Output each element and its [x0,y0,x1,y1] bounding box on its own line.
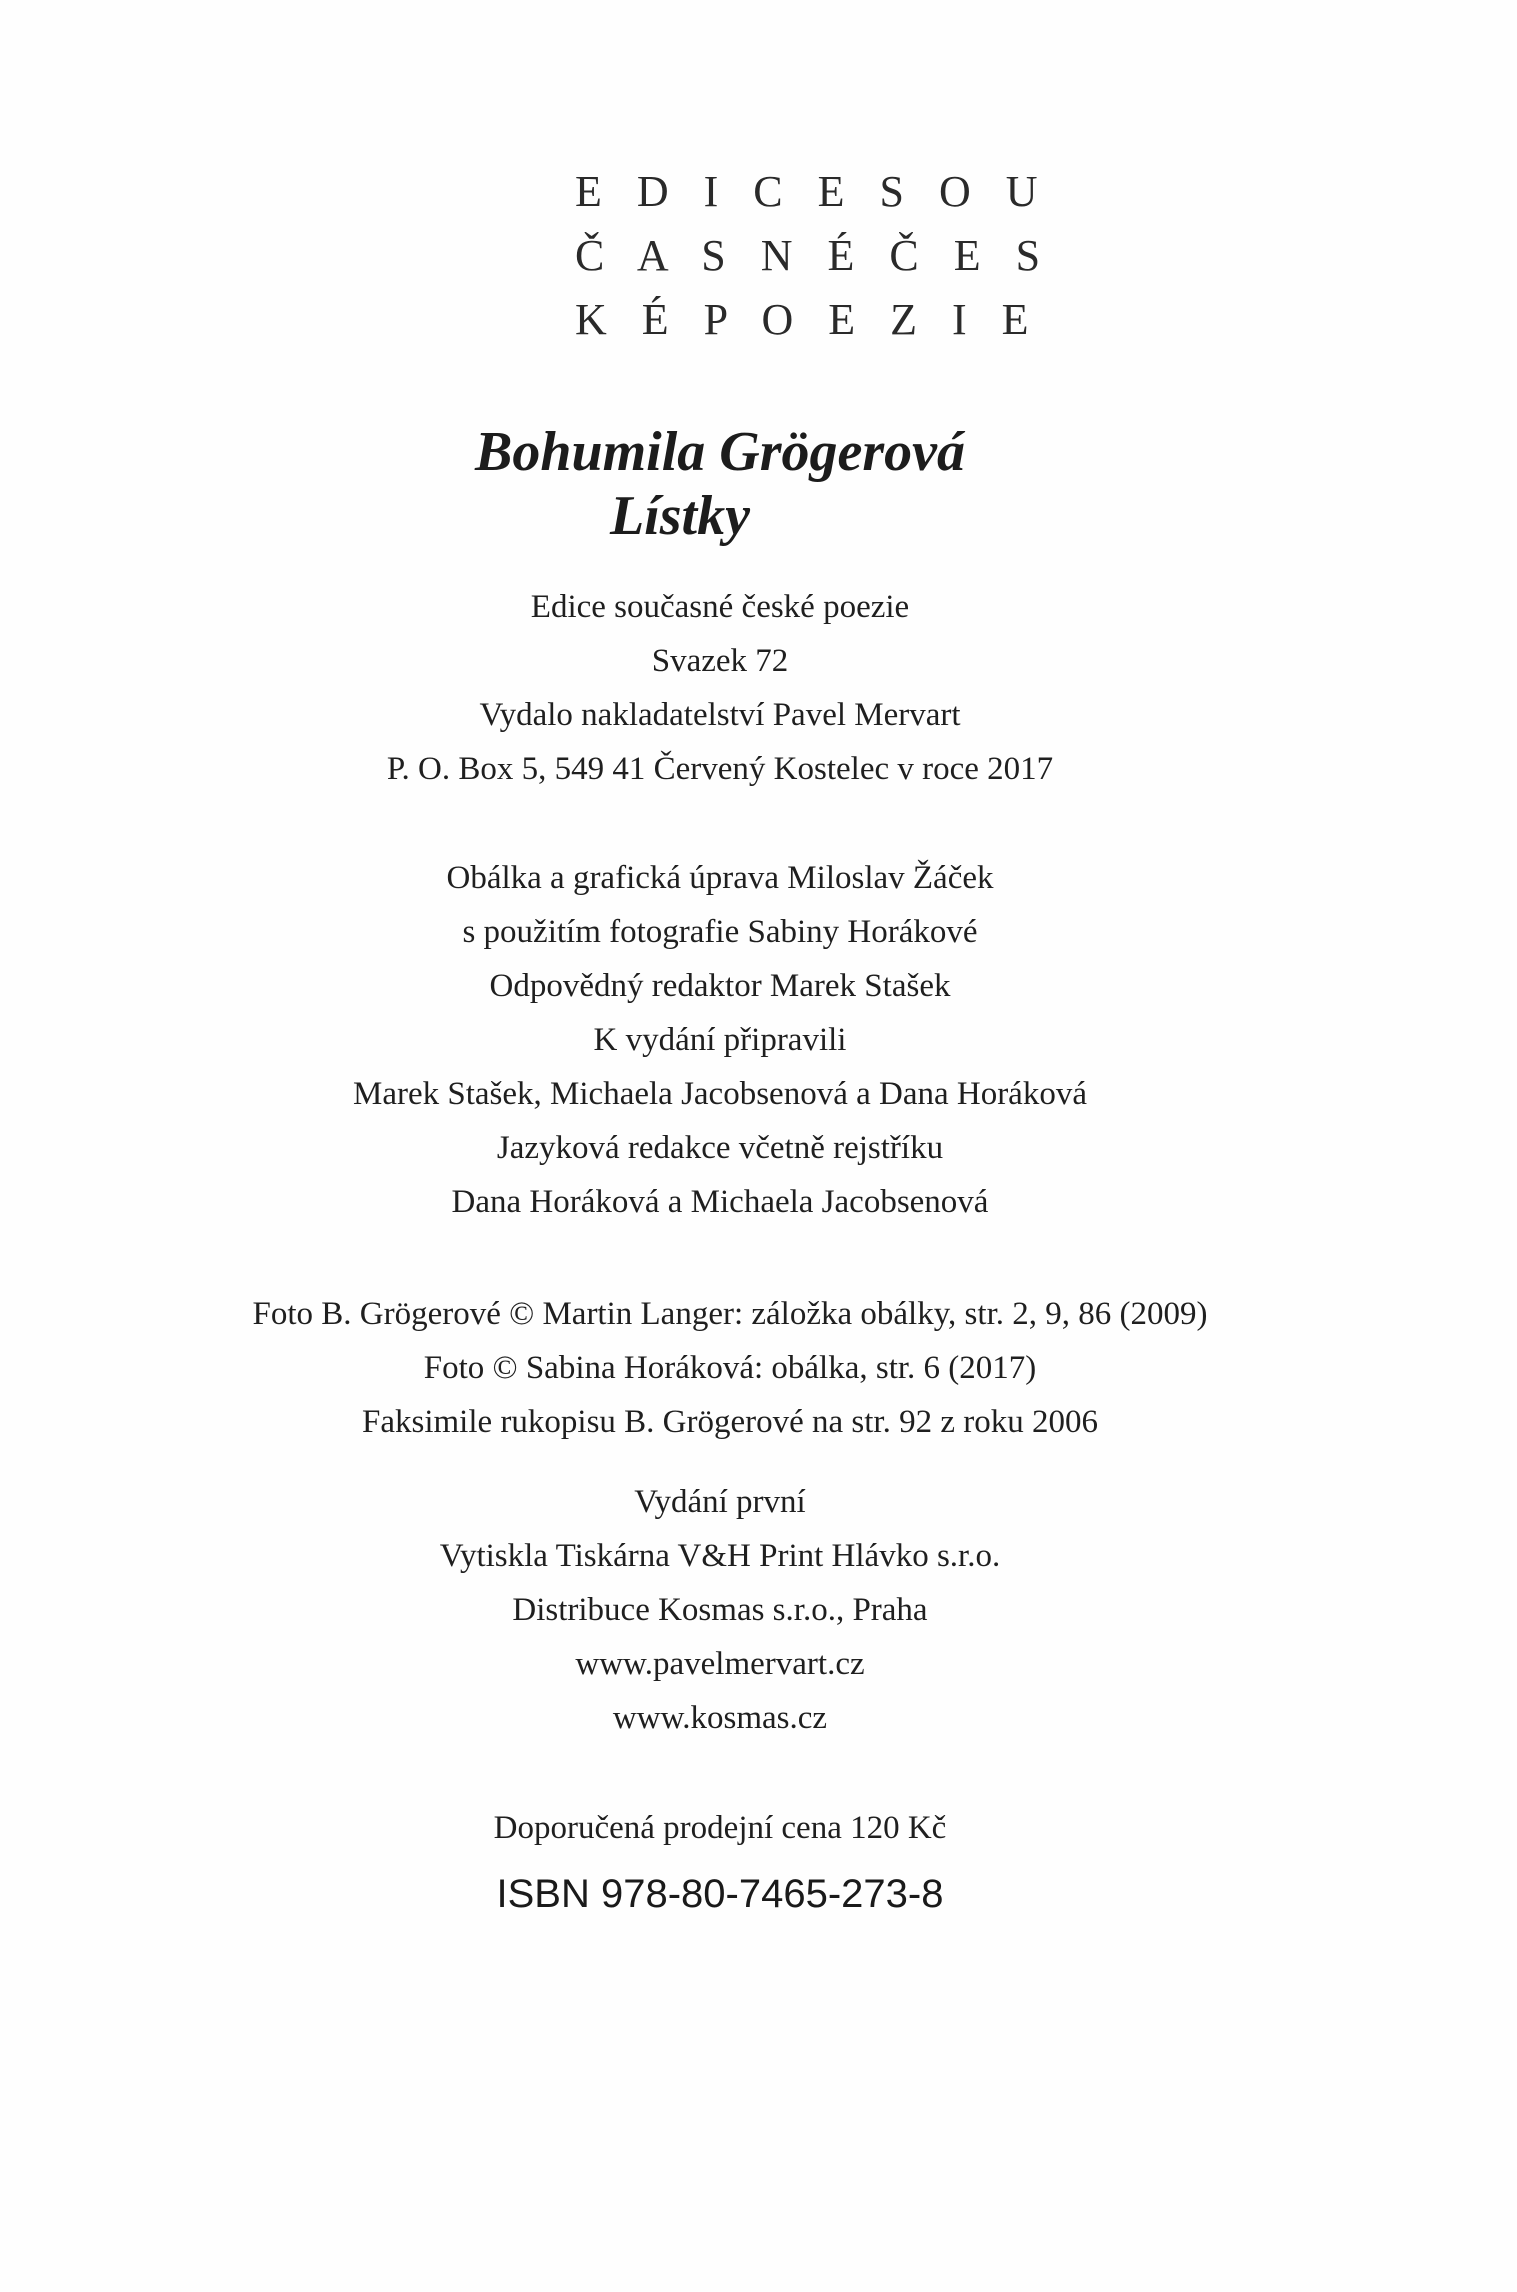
publisher-url: www.pavelmervart.cz [575,1646,865,1682]
series-logo-line: E D I C E S O U [575,167,1050,216]
edition-line: Edice současné české poezie [530,589,910,625]
photo-credits [10,1287,1450,1449]
series-logo-line: Č A S N É Č E S [575,231,1053,280]
edition-line: Svazek 72 [651,643,789,679]
print-line: Vytiskla Tiskárna V&H Print Hlávko s.r.o. [439,1538,1001,1574]
photo-credit-line: Faksimile rukopisu B. Grögerové na str. 92 z roku 2006 [362,1404,1098,1440]
edition-line: P. O. Box 5, 549 41 Červený Kostelec v roce 2017 [386,751,1054,787]
book-title: Lístky [610,485,750,547]
isbn: ISBN 978-80-7465-273-8 [496,1872,944,1916]
credit-line: s použitím fotografie Sabiny Horákové [462,914,978,950]
credits [0,851,1440,1229]
photo-credit-line: Foto © Sabina Horáková: obálka, str. 6 (2017) [423,1350,1037,1386]
credit-line: Jazyková redakce včetně rejstříku [496,1130,944,1166]
edition-info [0,580,1440,796]
print-line: Vydání první [634,1484,806,1520]
author-name: Bohumila Grögerová [474,421,966,483]
credit-line: Obálka a grafická úprava Miloslav Žáček [446,860,994,896]
credit-line: Odpovědný redaktor Marek Stašek [489,968,951,1004]
series-logo [575,160,1053,352]
credit-line: Marek Stašek, Michaela Jacobsenová a Dana Horáková [353,1076,1087,1112]
print-info [0,1475,1440,1745]
distributor-url: www.kosmas.cz [612,1700,828,1736]
edition-line: Vydalo nakladatelství Pavel Mervart [479,697,961,733]
title-block [0,420,1440,548]
credit-line: K vydání připravili [593,1022,847,1058]
print-line: Distribuce Kosmas s.r.o., Praha [512,1592,928,1628]
series-logo-line: K É P O E Z I E [575,295,1041,344]
price: Doporučená prodejní cena 120 Kč [493,1810,947,1846]
photo-credit-line: Foto B. Grögerové © Martin Langer: záložka obálky, str. 2, 9, 86 (2009) [252,1296,1208,1332]
credit-line: Dana Horáková a Michaela Jacobsenová [451,1184,989,1220]
price-block [0,1801,1440,1855]
